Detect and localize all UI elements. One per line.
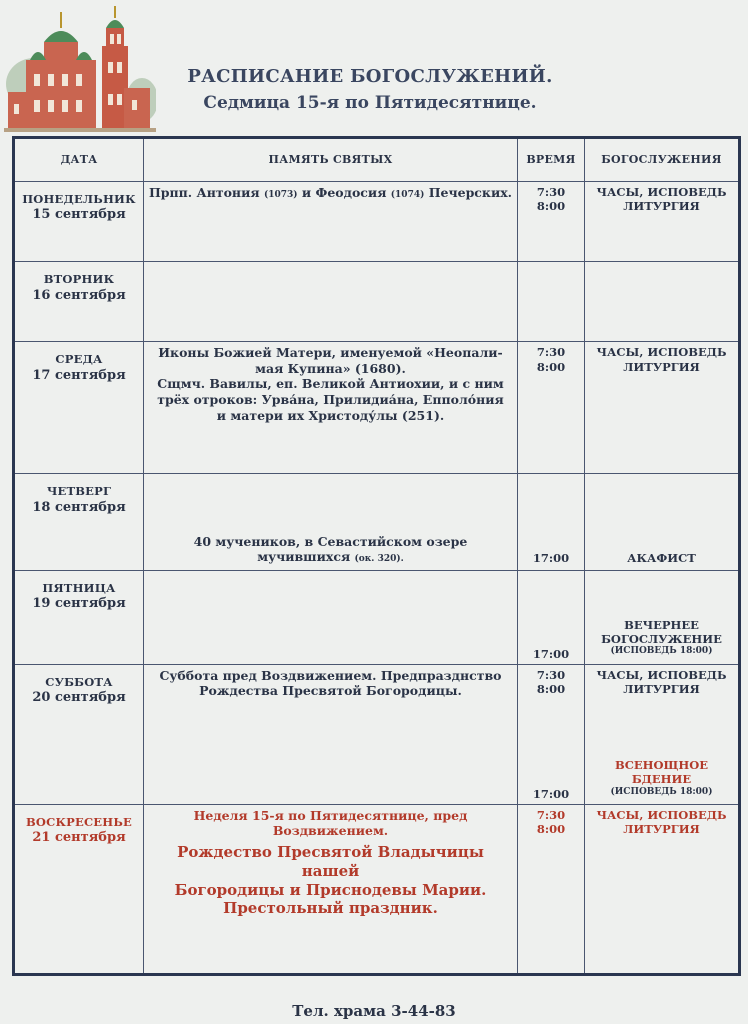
saint-text: и Феодосия [297,185,391,201]
saint-line: Рождества Пресвятой Богородицы. [199,683,462,699]
service-value: ВЕЧЕРНЕЕ [624,617,699,632]
time-value: 7:30 [536,667,566,682]
day-name: ПОНЕДЕЛЬНИК [22,192,136,207]
saint-line: Воздвижением. [272,823,389,839]
service-note: (ИСПОВЕДЬ 18:00) [610,786,713,797]
service-block [585,758,738,798]
saint-text: мучившихся [257,549,355,565]
time-value: 8:00 [536,822,566,837]
day-cell [14,262,144,342]
services-cell [585,182,740,262]
service-value: ЧАСЫ, ИСПОВЕДЬ [596,807,727,822]
saint-line: трёх отроков: Урва́на, Прилидиа́на, Епполо́ния [157,392,504,408]
saints-cell [144,804,518,974]
header-services: БОГОСЛУЖЕНИЯ [585,138,740,182]
saint-line: Рождество Пресвятой Владычицы нашей [177,843,484,880]
time-value: 17:00 [532,787,570,802]
saint-line: Иконы Божией Матери, именуемой «Неопали- [158,345,503,361]
day-cell [14,570,144,664]
day-name: ЧЕТВЕРГ [46,484,112,499]
service-value: ЛИТУРГИЯ [623,822,700,837]
saint-line: и матери их Христоду́лы (251). [216,407,445,423]
saints-cell [144,570,518,664]
table-row [14,664,740,804]
service-value: ЛИТУРГИЯ [623,359,700,374]
time-value: 8:00 [536,199,566,214]
service-value: ВСЕНОЩНОЕ [614,757,709,772]
day-cell [14,804,144,974]
saint-text: Печерских. [424,185,513,201]
day-name: СРЕДА [55,352,103,367]
day-cell [14,182,144,262]
services-cell [585,474,740,570]
time-value: 8:00 [536,359,566,374]
services-cell [585,570,740,664]
day-date: 16 сентября [32,287,126,303]
time-cell [518,262,585,342]
saint-line [144,549,517,565]
header-row [14,138,740,182]
time-value: 7:30 [536,807,566,822]
saints-cell [144,342,518,474]
day-cell [14,664,144,804]
table-row [14,342,740,474]
day-name: ВОСКРЕСЕНЬЕ [25,814,132,829]
day-date: 21 сентября [32,830,126,846]
header-date: ДАТА [14,138,144,182]
schedule-table [12,136,741,976]
day-date: 17 сентября [32,367,126,383]
saint-line: 40 мучеников, в Севастийском озере [193,533,468,549]
saints-cell [144,262,518,342]
service-block [585,618,738,658]
time-value: 17:00 [532,647,570,662]
time-cell [518,342,585,474]
schedule-title-block [150,66,590,113]
day-date: 15 сентября [32,207,126,223]
day-date: 18 сентября [32,499,126,515]
service-value: ЧАСЫ, ИСПОВЕДЬ [596,345,727,360]
saints-cell [144,664,518,804]
day-cell [14,474,144,570]
service-value: БДЕНИЕ [631,772,692,787]
header-time: ВРЕМЯ [518,138,585,182]
schedule-title: РАСПИСАНИЕ БОГОСЛУЖЕНИЙ. [187,66,553,87]
time-cell [518,570,585,664]
services-cell [585,804,740,974]
time-cell [518,804,585,974]
header-saints: ПАМЯТЬ СВЯТЫХ [144,138,518,182]
footer-phone: Тел. храма 3-44-83 [292,1002,456,1020]
service-value: АКАФИСТ [627,551,696,566]
service-note: (ИСПОВЕДЬ 18:00) [610,646,713,657]
day-name: ПЯТНИЦА [42,580,116,595]
time-value: 7:30 [536,185,566,200]
saint-text: Прпп. Антония [148,185,264,201]
time-cell [518,474,585,570]
service-value: ЛИТУРГИЯ [623,681,700,696]
saint-line: Престольный праздник. [223,899,438,918]
day-date: 19 сентября [32,595,126,611]
day-name: СУББОТА [45,674,113,689]
services-cell [585,664,740,804]
saint-line: мая Купина» (1680). [255,360,406,376]
schedule-subtitle: Седмица 15-я по Пятидесятнице. [203,93,537,113]
saint-line: Суббота пред Воздвижением. Предпразднство [159,667,502,683]
saint-line: Богородицы и Приснодевы Марии. [174,880,487,899]
services-cell [585,262,740,342]
saint-line: Сщмч. Вавилы, еп. Великой Антиохии, и с ним [157,376,504,392]
day-cell [14,342,144,474]
saint-line: Неделя 15-я по Пятидесятнице, пред [193,807,468,823]
service-value: ЧАСЫ, ИСПОВЕДЬ [596,667,727,682]
table-row [14,262,740,342]
church-illustration [4,4,156,132]
table-row [14,804,740,974]
time-cell [518,182,585,262]
time-value: 7:30 [536,345,566,360]
saint-year: (1074) [390,190,425,201]
service-value: ЛИТУРГИЯ [623,199,700,214]
service-value: БОГОСЛУЖЕНИЕ [601,631,722,646]
saint-block [144,534,517,566]
day-name: ВТОРНИК [43,272,115,287]
table-row [14,182,740,262]
table-row [14,570,740,664]
saint-year: (ок. 320). [354,554,404,565]
service-value: ЧАСЫ, ИСПОВЕДЬ [596,185,727,200]
table-row [14,474,740,570]
services-cell [585,342,740,474]
saints-cell [144,474,518,570]
saint-year: (1073) [263,190,298,201]
time-cell [518,664,585,804]
saints-cell [144,182,518,262]
day-date: 20 сентября [32,689,126,705]
time-value: 8:00 [536,681,566,696]
time-value: 17:00 [532,551,570,566]
